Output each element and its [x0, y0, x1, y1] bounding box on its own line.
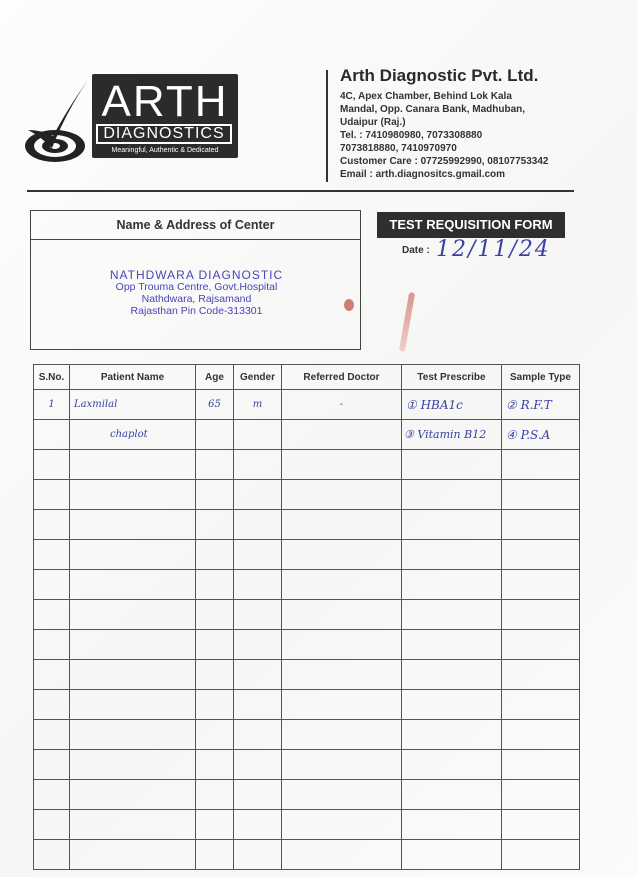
cell-doctor[interactable]: [282, 450, 402, 480]
cell-sno[interactable]: [34, 540, 70, 570]
cell-gender[interactable]: [234, 810, 282, 840]
cell-gender[interactable]: [234, 660, 282, 690]
cell-age[interactable]: [196, 810, 234, 840]
table-row[interactable]: [34, 690, 580, 720]
cell-test[interactable]: [402, 750, 502, 780]
cell-age[interactable]: [196, 480, 234, 510]
cell-sample[interactable]: [502, 720, 580, 750]
cell-age[interactable]: [196, 720, 234, 750]
stamp-line: Rajasthan Pin Code-313301: [130, 305, 263, 317]
table-row[interactable]: [34, 810, 580, 840]
header-rule: [27, 190, 574, 192]
table-row[interactable]: [34, 840, 580, 870]
cell-sno[interactable]: [34, 750, 70, 780]
table-row[interactable]: [34, 540, 580, 570]
cell-test[interactable]: [402, 840, 502, 870]
cell-sno[interactable]: [34, 660, 70, 690]
cell-patient[interactable]: [70, 750, 196, 780]
cell-test[interactable]: [402, 450, 502, 480]
col-header-gender: Gender: [234, 365, 282, 390]
table-row[interactable]: [34, 510, 580, 540]
cell-gender[interactable]: [234, 450, 282, 480]
cell-sno[interactable]: [34, 780, 70, 810]
cell-test[interactable]: [402, 540, 502, 570]
cell-patient[interactable]: [70, 660, 196, 690]
company-phone: 7073818880, 7410970970: [340, 143, 457, 154]
cell-sno[interactable]: [34, 630, 70, 660]
company-address-line: Udaipur (Raj.): [340, 117, 406, 128]
cell-sno[interactable]: 1: [34, 390, 70, 420]
cell-age[interactable]: [196, 420, 234, 450]
cell-gender[interactable]: [234, 570, 282, 600]
cell-sample[interactable]: [502, 660, 580, 690]
center-heading: Name & Address of Center: [31, 211, 360, 240]
cell-age[interactable]: [196, 450, 234, 480]
cell-sample[interactable]: [502, 510, 580, 540]
company-address-line: Mandal, Opp. Canara Bank, Madhuban,: [340, 104, 526, 115]
cell-doctor[interactable]: [282, 510, 402, 540]
table-row[interactable]: [34, 450, 580, 480]
table-row[interactable]: [34, 570, 580, 600]
stain-mark: [399, 292, 415, 352]
col-header-patient: Patient Name: [70, 365, 196, 390]
table-row[interactable]: [34, 600, 580, 630]
cell-test[interactable]: ① HBA1c: [402, 390, 502, 420]
cell-sno[interactable]: [34, 600, 70, 630]
cell-test[interactable]: ③ Vitamin B12: [402, 420, 502, 450]
cell-gender[interactable]: [234, 630, 282, 660]
cell-gender[interactable]: [234, 600, 282, 630]
table-row[interactable]: [34, 480, 580, 510]
cell-doctor[interactable]: [282, 810, 402, 840]
cell-doctor[interactable]: [282, 480, 402, 510]
cell-doctor[interactable]: [282, 600, 402, 630]
cell-doctor[interactable]: [282, 540, 402, 570]
cell-test[interactable]: [402, 510, 502, 540]
form-title: TEST REQUISITION FORM: [377, 212, 565, 238]
cell-test[interactable]: [402, 630, 502, 660]
cell-patient[interactable]: [70, 630, 196, 660]
cell-age[interactable]: [196, 630, 234, 660]
cell-gender[interactable]: [234, 780, 282, 810]
cell-gender[interactable]: [234, 720, 282, 750]
cell-patient[interactable]: [70, 480, 196, 510]
table-row[interactable]: [34, 720, 580, 750]
cell-doctor[interactable]: [282, 570, 402, 600]
cell-sno[interactable]: [34, 420, 70, 450]
cell-gender[interactable]: [234, 420, 282, 450]
cell-patient[interactable]: [70, 570, 196, 600]
cell-gender[interactable]: [234, 540, 282, 570]
date-label: Date :: [402, 245, 430, 256]
cell-test[interactable]: [402, 480, 502, 510]
cell-age[interactable]: [196, 510, 234, 540]
arth-diagnostics-logo: [92, 74, 238, 158]
cell-sno[interactable]: [34, 570, 70, 600]
cell-sno[interactable]: [34, 840, 70, 870]
cell-age[interactable]: [196, 840, 234, 870]
cell-sample[interactable]: [502, 450, 580, 480]
cell-sno[interactable]: [34, 510, 70, 540]
company-name: Arth Diagnostic Pvt. Ltd.: [340, 66, 539, 85]
cell-doctor[interactable]: [282, 840, 402, 870]
cell-age[interactable]: [196, 540, 234, 570]
cell-sample[interactable]: ④ P.S.A: [502, 420, 580, 450]
table-row[interactable]: [34, 780, 580, 810]
cell-age[interactable]: [196, 750, 234, 780]
cell-gender[interactable]: [234, 840, 282, 870]
cell-sample[interactable]: [502, 690, 580, 720]
company-address-line: 4C, Apex Chamber, Behind Lok Kala: [340, 91, 512, 102]
cell-age[interactable]: [196, 600, 234, 630]
col-header-age: Age: [196, 365, 234, 390]
logo-subtitle: DIAGNOSTICS: [96, 124, 232, 144]
customer-care: Customer Care : 07725992990, 08107753342: [340, 156, 549, 167]
cell-test[interactable]: [402, 570, 502, 600]
stain-mark: [344, 299, 354, 311]
logo-tagline: Meaningful, Authentic & Dedicated: [111, 147, 219, 154]
col-header-sno: S.No.: [34, 365, 70, 390]
cell-test[interactable]: [402, 780, 502, 810]
table-row[interactable]: [34, 390, 580, 420]
cell-sample[interactable]: [502, 780, 580, 810]
col-header-doctor: Referred Doctor: [282, 365, 402, 390]
company-email: Email : arth.diagnositcs.gmail.com: [340, 169, 506, 180]
cell-age[interactable]: [196, 570, 234, 600]
cell-sample[interactable]: ② R.F.T: [502, 390, 580, 420]
cell-test[interactable]: [402, 720, 502, 750]
cell-sample[interactable]: [502, 810, 580, 840]
stamp-name: NATHDWARA DIAGNOSTIC: [109, 268, 284, 282]
table-row[interactable]: [34, 630, 580, 660]
cell-patient[interactable]: [70, 840, 196, 870]
cell-gender[interactable]: [234, 510, 282, 540]
cell-gender[interactable]: [234, 690, 282, 720]
cell-patient[interactable]: [70, 600, 196, 630]
cell-gender[interactable]: m: [234, 390, 282, 420]
cell-sample[interactable]: [502, 480, 580, 510]
cell-doctor[interactable]: [282, 780, 402, 810]
cell-sample[interactable]: [502, 570, 580, 600]
cell-sample[interactable]: [502, 840, 580, 870]
company-info: [340, 66, 630, 181]
cell-sno[interactable]: [34, 690, 70, 720]
cell-gender[interactable]: [234, 480, 282, 510]
cell-sample[interactable]: [502, 600, 580, 630]
cell-patient[interactable]: [70, 720, 196, 750]
cell-age[interactable]: [196, 780, 234, 810]
cell-test[interactable]: [402, 810, 502, 840]
cell-age[interactable]: 65: [196, 390, 234, 420]
cell-doctor[interactable]: [282, 750, 402, 780]
cell-doctor[interactable]: [282, 690, 402, 720]
cell-doctor[interactable]: [282, 630, 402, 660]
cell-doctor[interactable]: [282, 660, 402, 690]
cell-sno[interactable]: [34, 450, 70, 480]
cell-patient[interactable]: [70, 450, 196, 480]
stamp-line: Nathdwara, Rajsamand: [141, 293, 252, 305]
cell-age[interactable]: [196, 690, 234, 720]
cell-sample[interactable]: [502, 540, 580, 570]
cell-patient[interactable]: chaplot: [70, 420, 196, 450]
header-divider: [326, 70, 328, 182]
cell-gender[interactable]: [234, 750, 282, 780]
target-check-logo-icon: [22, 78, 92, 168]
date-value: 12/11/24: [436, 237, 551, 262]
company-phone: Tel. : 7410980980, 7073308880: [340, 130, 483, 141]
cell-sno[interactable]: [34, 810, 70, 840]
table-row[interactable]: [34, 660, 580, 690]
col-header-sample: Sample Type: [502, 365, 580, 390]
cell-age[interactable]: [196, 660, 234, 690]
cell-sample[interactable]: [502, 630, 580, 660]
cell-patient[interactable]: [70, 540, 196, 570]
cell-test[interactable]: [402, 660, 502, 690]
cell-patient[interactable]: Laxmilal: [70, 390, 196, 420]
cell-sno[interactable]: [34, 480, 70, 510]
col-header-test: Test Prescribe: [402, 365, 502, 390]
center-address-box: [30, 210, 361, 350]
cell-sample[interactable]: [502, 750, 580, 780]
cell-doctor[interactable]: -: [282, 390, 402, 420]
cell-patient[interactable]: [70, 780, 196, 810]
logo-name: ARTH: [101, 77, 229, 126]
stamp-line: Opp Trouma Centre, Govt.Hospital: [115, 281, 278, 293]
cell-doctor[interactable]: [282, 720, 402, 750]
cell-patient[interactable]: [70, 810, 196, 840]
cell-sno[interactable]: [34, 720, 70, 750]
table-row[interactable]: [34, 750, 580, 780]
cell-doctor[interactable]: [282, 420, 402, 450]
cell-patient[interactable]: [70, 690, 196, 720]
table-row[interactable]: [34, 420, 580, 450]
cell-test[interactable]: [402, 690, 502, 720]
patient-table: [33, 364, 580, 870]
cell-patient[interactable]: [70, 510, 196, 540]
cell-test[interactable]: [402, 600, 502, 630]
center-stamp: [31, 269, 362, 317]
table-header-row: [34, 365, 580, 390]
